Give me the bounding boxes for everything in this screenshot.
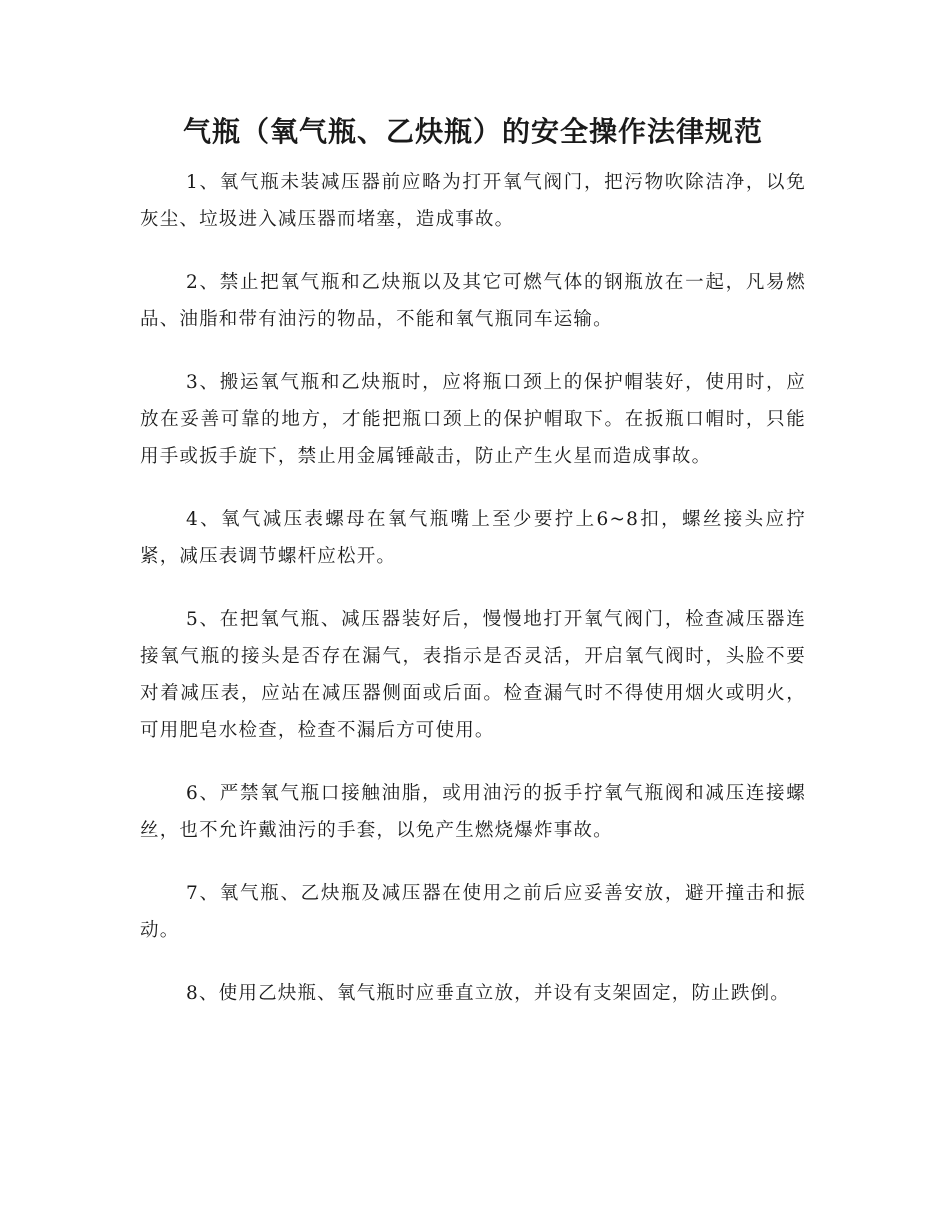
paragraph-5: 5、在把氧气瓶、减压器装好后，慢慢地打开氧气阀门，检查减压器连接氧气瓶的接头是否存在漏气，表指示是否灵活，开启氧气阀时，头脸不要对着减压表，应站在减压器侧面或后面。检查漏气时不得使用烟火或明火，可用肥皂水检查，检查不漏后方可使用。 bbox=[140, 609, 806, 741]
paragraph-3: 3、搬运氧气瓶和乙炔瓶时，应将瓶口颈上的保护帽装好，使用时，应放在妥善可靠的地方，才能把瓶口颈上的保护帽取下。在扳瓶口帽时，只能用手或扳手旋下，禁止用金属锤敲击，防止产生火星而造成事故。 bbox=[140, 372, 806, 467]
document-title: 气瓶（氧气瓶、乙炔瓶）的安全操作法律规范 bbox=[182, 115, 763, 148]
paragraph-4: 4、氧气减压表螺母在氧气瓶嘴上至少要拧上6~8扣，螺丝接头应拧紧，减压表调节螺杆应松开。 bbox=[140, 509, 806, 567]
paragraph-1: 1、氧气瓶未装减压器前应略为打开氧气阀门，把污物吹除洁净，以免灰尘、垃圾进入减压器而堵塞，造成事故。 bbox=[140, 172, 806, 230]
paragraph-8: 8、使用乙炔瓶、氧气瓶时应垂直立放，并设有支架固定，防止跌倒。 bbox=[186, 983, 790, 1004]
paragraph-2: 2、禁止把氧气瓶和乙炔瓶以及其它可燃气体的钢瓶放在一起，凡易燃品、油脂和带有油污的物品，不能和氧气瓶同车运输。 bbox=[140, 272, 806, 330]
document-page bbox=[140, 110, 806, 1038]
paragraph-6: 6、严禁氧气瓶口接触油脂，或用油污的扳手拧氧气瓶阀和减压连接螺丝，也不允许戴油污的手套，以免产生燃烧爆炸事故。 bbox=[140, 783, 806, 841]
paragraph-7: 7、氧气瓶、乙炔瓶及减压器在使用之前后应妥善安放，避开撞击和振动。 bbox=[140, 883, 806, 941]
